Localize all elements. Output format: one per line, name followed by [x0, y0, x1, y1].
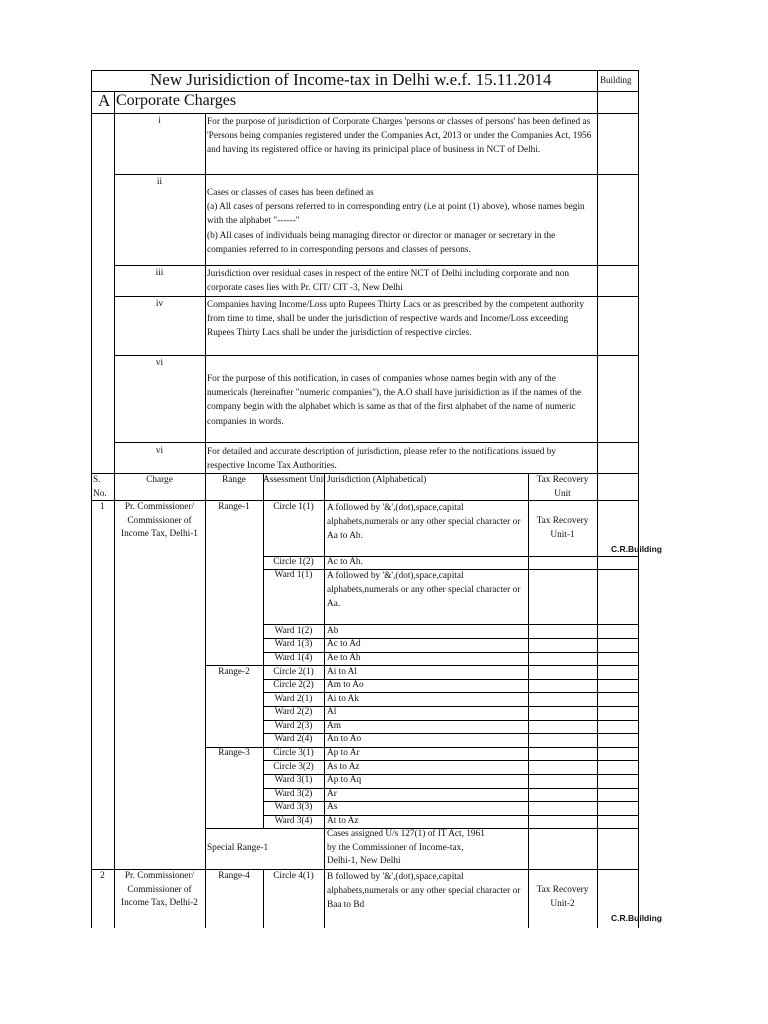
- assessment-unit: Ward 1(4): [274, 653, 313, 663]
- range-label: Range-2: [218, 667, 250, 677]
- jurisdiction-text: A followed by '&',(dot),space,capital alphabets,numerals or any other special character or Aa to Ab.: [327, 503, 521, 542]
- col-header-jurisdiction: Jurisdiction (Alphabetical): [327, 475, 427, 485]
- rule: [597, 70, 598, 928]
- col-header-unit: Assessment Unit: [263, 475, 326, 485]
- rule: [638, 70, 639, 928]
- jurisdiction-text: As to Az: [327, 762, 360, 772]
- jurisdiction-text: Ai to Ak: [327, 694, 360, 704]
- tax-recovery-unit: Tax Recovery Unit-2: [536, 885, 589, 909]
- rule: [91, 70, 92, 928]
- rule: [91, 113, 638, 114]
- assessment-unit: Circle 1(1): [273, 502, 314, 512]
- note-text: For detailed and accurate description of jurisdiction, please refer to the notifications issued by respective Income Tax Authorities.: [207, 447, 557, 472]
- charge-name: Pr. Commissioner/ Commissioner of Income Tax, Delhi-2: [121, 871, 198, 909]
- assessment-unit: Ward 2(1): [274, 694, 313, 704]
- assessment-unit: Ward 2(3): [274, 721, 313, 731]
- range-label: Range-1: [218, 502, 250, 512]
- note-number: iv: [155, 299, 164, 309]
- jurisdiction-text: Am to Ao: [327, 680, 364, 690]
- jurisdiction-text: Ac to Ah.: [327, 557, 363, 567]
- note-text: Cases or classes of cases has been defined as (a) All cases of persons referred to in corresponding entry (i.e at point (1) above), whose names begin with the alphabet "------" (b) All cases of individuals being managing director or director or manager or secretary in the companies referred to in corresponding persons and classes of persons.: [207, 188, 585, 255]
- assessment-unit: Ward 3(2): [274, 789, 313, 799]
- note-number: vi: [155, 358, 164, 368]
- range-label: Range-3: [218, 748, 250, 758]
- rule: [114, 265, 638, 266]
- note-text: For the purpose of this notification, in cases of companies whose names begin with any of the numericals (hereinafter "numeric companies"), the A.O shall have jurisidiction as if the names of the company begin with the alphabet which is same as that of the first alphabet of the name of numeric companies in words.: [207, 374, 582, 427]
- jurisdiction-text: As: [327, 802, 338, 812]
- rule: [114, 91, 115, 473]
- jurisdiction-text: Al: [327, 707, 337, 717]
- assessment-unit: Circle 2(2): [273, 680, 314, 690]
- section-letter: A: [98, 91, 111, 110]
- rule: [114, 355, 638, 356]
- note-number: i: [158, 116, 161, 126]
- building-label: C.R.Building: [611, 544, 662, 554]
- range-label: Range-4: [218, 871, 250, 881]
- jurisdiction-text: Ac to Ad: [327, 639, 361, 649]
- assessment-unit: Ward 3(3): [274, 802, 313, 812]
- jurisdiction-text: B followed by '&',(dot),space,capital alphabets,numerals or any other special character or Baa to Bd: [327, 872, 521, 911]
- col-header-sno: S. No.: [93, 475, 107, 499]
- jurisdiction-text: Ar: [327, 789, 337, 799]
- charge-name: Pr. Commissioner/ Commissioner of Income Tax, Delhi-1: [121, 502, 198, 540]
- note-text: Companies having Income/Loss upto Rupees Thirty Lacs or as prescribed by the competent authority from time to time, shall be under the jurisdiction of respective wards and Income/Loss exceeding Rupees Thirty Lacs shall be under the jurisdiction of respective circles.: [207, 300, 585, 339]
- assessment-unit: Ward 3(1): [274, 775, 313, 785]
- rule: [324, 473, 325, 928]
- jurisdiction-text: Ab: [327, 626, 339, 636]
- assessment-unit: Circle 2(1): [273, 667, 314, 677]
- note-text: Jurisdiction over residual cases in respect of the entire NCT of Delhi including corporate and non corporate cases lies with Pr. CIT/ CIT -3, New Delhi: [207, 269, 570, 294]
- serial-number: 2: [100, 871, 105, 881]
- jurisdiction-text: At to Az: [327, 816, 359, 826]
- jurisdiction-text: Ai to Al: [327, 667, 357, 677]
- assessment-unit: Circle 1(2): [273, 557, 314, 567]
- assessment-unit: Ward 1(1): [274, 570, 313, 580]
- serial-number: 1: [100, 502, 105, 512]
- assessment-unit: Circle 3(2): [273, 762, 314, 772]
- jurisdiction-text: Ae to Ah: [327, 653, 361, 663]
- building-header: Building: [600, 75, 632, 85]
- note-number: iii: [155, 268, 164, 278]
- jurisdiction-text: Am: [327, 721, 341, 731]
- assessment-unit: Ward 1(2): [274, 626, 313, 636]
- note-text: For the purpose of jurisdiction of Corporate Charges 'persons or classes of persons' has been defined as 'Persons being companies registered under the Companies Act, 2013 or under the Companies Act, 1956 and having its registered office or having its prinicipal place of business in NCT of Delhi.: [207, 117, 592, 156]
- jurisdiction-text: Ap to Aq: [327, 775, 362, 785]
- rule: [114, 174, 638, 175]
- rule: [205, 113, 206, 928]
- col-header-range: Range: [222, 475, 246, 485]
- assessment-unit: Ward 2(4): [274, 734, 313, 744]
- assessment-unit: Ward 3(4): [274, 816, 313, 826]
- rule: [114, 296, 638, 297]
- tax-recovery-unit: Tax Recovery Unit-1: [536, 516, 589, 540]
- jurisdiction-text: Cases assigned U/s 127(1) of IT Act, 1961 by the Commissioner of Income-tax, Delhi-1, New Delhi: [327, 829, 485, 867]
- assessment-unit: Circle 4(1): [273, 871, 314, 881]
- section-title: Corporate Charges: [116, 92, 237, 109]
- jurisdiction-text: A followed by '&',(dot),space,capital alphabets,numerals or any other special character or Aa.: [327, 571, 521, 610]
- assessment-unit: Ward 2(2): [274, 707, 313, 717]
- assessment-unit: Circle 3(1): [273, 748, 314, 758]
- assessment-unit: Ward 1(3): [274, 639, 313, 649]
- note-number: ii: [156, 177, 163, 187]
- building-label: C.R.Building: [611, 913, 662, 923]
- col-header-charge: Charge: [146, 475, 173, 485]
- note-number: vi: [155, 446, 164, 456]
- page-title: New Jurisidiction of Income-tax in Delhi w.e.f. 15.11.2014: [150, 70, 552, 89]
- col-header-tax-recovery-unit: Tax Recovery Unit: [536, 475, 589, 499]
- jurisdiction-text: Ap to Ar: [327, 748, 360, 758]
- rule: [114, 442, 638, 443]
- jurisdiction-text: An to Ao: [327, 734, 362, 744]
- range-label: Special Range-1: [207, 843, 269, 853]
